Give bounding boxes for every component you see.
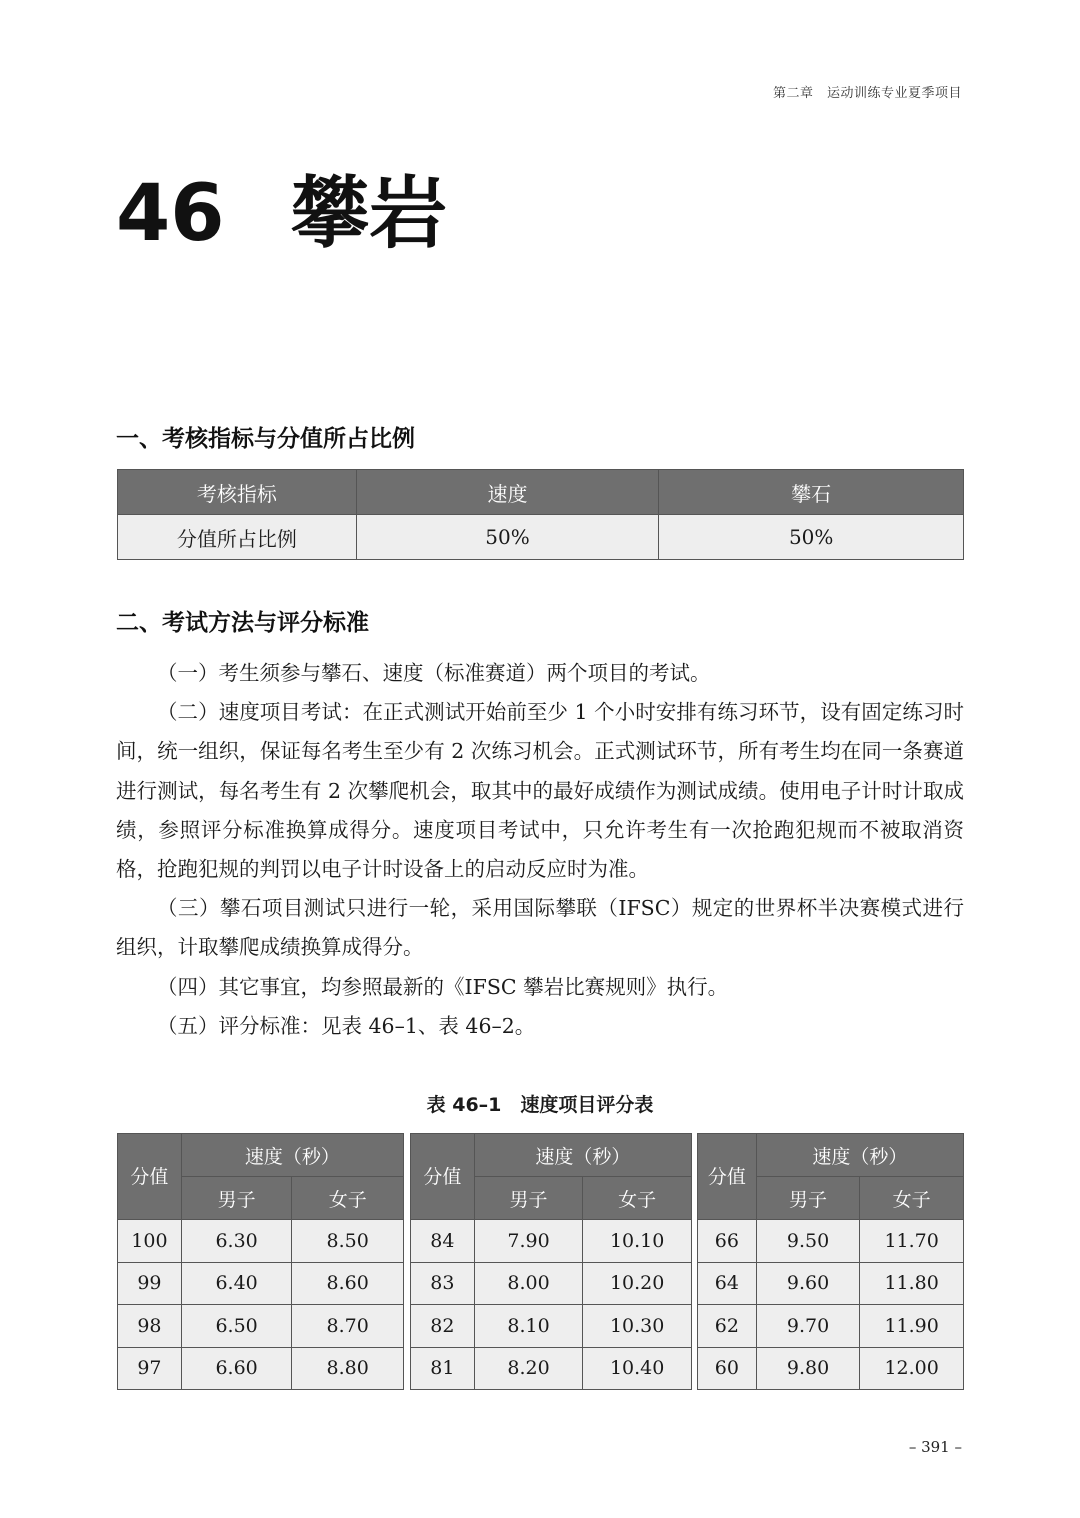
score-cell: 98 (118, 1305, 182, 1348)
header-cell: 攀石 (659, 470, 964, 515)
female-time-cell: 10.20 (583, 1262, 692, 1305)
running-header: 第二章 运动训练专业夏季项目 (772, 86, 962, 101)
female-time-cell: 10.40 (583, 1347, 692, 1390)
female-time-cell: 8.50 (292, 1220, 404, 1263)
score-header: 分值 (411, 1134, 475, 1220)
score-cell: 82 (411, 1305, 475, 1348)
table-row (118, 1220, 404, 1263)
section-2-heading: 二、考试方法与评分标准 (116, 609, 369, 636)
table-row (411, 1220, 692, 1263)
table-row (698, 1347, 964, 1390)
male-time-cell: 8.20 (474, 1347, 583, 1390)
score-cell: 66 (698, 1220, 757, 1263)
female-time-cell: 10.10 (583, 1220, 692, 1263)
table-header-row (118, 470, 964, 515)
paragraph: （三）攀石项目测试只进行一轮，采用国际攀联（IFSC）规定的世界杯半决赛模式进行组织，计取攀爬成绩换算成得分。 (116, 896, 964, 960)
score-cell: 83 (411, 1262, 475, 1305)
male-time-cell: 6.40 (181, 1262, 292, 1305)
body-text (116, 654, 964, 1046)
table-row (411, 1347, 692, 1390)
female-time-cell: 8.80 (292, 1347, 404, 1390)
female-time-cell: 11.70 (860, 1220, 964, 1263)
score-cell: 64 (698, 1262, 757, 1305)
female-header: 女子 (860, 1177, 964, 1220)
male-time-cell: 7.90 (474, 1220, 583, 1263)
male-time-cell: 9.60 (756, 1262, 860, 1305)
header-cell: 速度 (356, 470, 659, 515)
table-row (118, 1262, 404, 1305)
male-time-cell: 6.60 (181, 1347, 292, 1390)
female-header: 女子 (583, 1177, 692, 1220)
header-cell: 考核指标 (118, 470, 357, 515)
section-1-heading: 一、考核指标与分值所占比例 (116, 425, 415, 452)
chapter-title (116, 168, 447, 260)
score-cell: 99 (118, 1262, 182, 1305)
speed-score-table-block-1 (117, 1133, 404, 1390)
paragraph: （四）其它事宜，均参照最新的《IFSC 攀岩比赛规则》执行。 (157, 974, 729, 999)
score-cell: 81 (411, 1347, 475, 1390)
female-time-cell: 8.60 (292, 1262, 404, 1305)
paragraph: （五）评分标准：见表 46–1、表 46–2。 (157, 1013, 536, 1038)
female-time-cell: 10.30 (583, 1305, 692, 1348)
speed-score-table-block-3 (697, 1133, 964, 1390)
table-row (411, 1305, 692, 1348)
female-header: 女子 (292, 1177, 404, 1220)
page-number: – 391 – (908, 1438, 962, 1456)
time-header: 速度（秒） (474, 1134, 691, 1177)
table-caption: 表 46–1 速度项目评分表 (426, 1094, 654, 1116)
table-row (698, 1220, 964, 1263)
male-time-cell: 9.50 (756, 1220, 860, 1263)
table-row (698, 1305, 964, 1348)
paragraph: （二）速度项目考试：在正式测试开始前至少 1 个小时安排有练习环节，设有固定练习时间，统一组织，保证每名考生至少有 2 次练习机会。正式测试环节，所有考生均在同一条赛道进行测试，每名考生有 2 次攀爬机会，取其中的最好成绩作为测试成绩。使用电子计时计取成绩，参照评分标准换算成得分。速度项目考试中，只允许考生有一次抢跑犯规而不被取消资格，抢跑犯规的判罚以电子计时设备上的启动反应时为准。 (116, 700, 964, 882)
male-time-cell: 9.80 (756, 1347, 860, 1390)
female-time-cell: 11.90 (860, 1305, 964, 1348)
score-cell: 62 (698, 1305, 757, 1348)
table-cell: 50% (659, 515, 964, 560)
table-row (118, 1347, 404, 1390)
female-time-cell: 12.00 (860, 1347, 964, 1390)
table-cell: 分值所占比例 (118, 515, 357, 560)
chapter-name: 攀岩 (291, 169, 448, 259)
male-time-cell: 6.50 (181, 1305, 292, 1348)
male-header: 男子 (474, 1177, 583, 1220)
paragraph: （一）考生须参与攀石、速度（标准赛道）两个项目的考试。 (157, 661, 711, 685)
female-time-cell: 11.80 (860, 1262, 964, 1305)
male-time-cell: 9.70 (756, 1305, 860, 1348)
time-header: 速度（秒） (756, 1134, 963, 1177)
male-time-cell: 8.10 (474, 1305, 583, 1348)
table-cell: 50% (356, 515, 659, 560)
male-header: 男子 (181, 1177, 292, 1220)
table-row (698, 1262, 964, 1305)
male-header: 男子 (756, 1177, 860, 1220)
chapter-number: 46 (116, 169, 225, 259)
score-cell: 100 (118, 1220, 182, 1263)
time-header: 速度（秒） (181, 1134, 403, 1177)
male-time-cell: 8.00 (474, 1262, 583, 1305)
table-row (411, 1262, 692, 1305)
score-header: 分值 (118, 1134, 182, 1220)
weight-ratio-table (117, 469, 964, 560)
score-cell: 60 (698, 1347, 757, 1390)
score-cell: 84 (411, 1220, 475, 1263)
male-time-cell: 6.30 (181, 1220, 292, 1263)
female-time-cell: 8.70 (292, 1305, 404, 1348)
table-row (118, 1305, 404, 1348)
speed-score-table-block-2 (410, 1133, 692, 1390)
score-cell: 97 (118, 1347, 182, 1390)
table-row (118, 515, 964, 560)
score-header: 分值 (698, 1134, 757, 1220)
